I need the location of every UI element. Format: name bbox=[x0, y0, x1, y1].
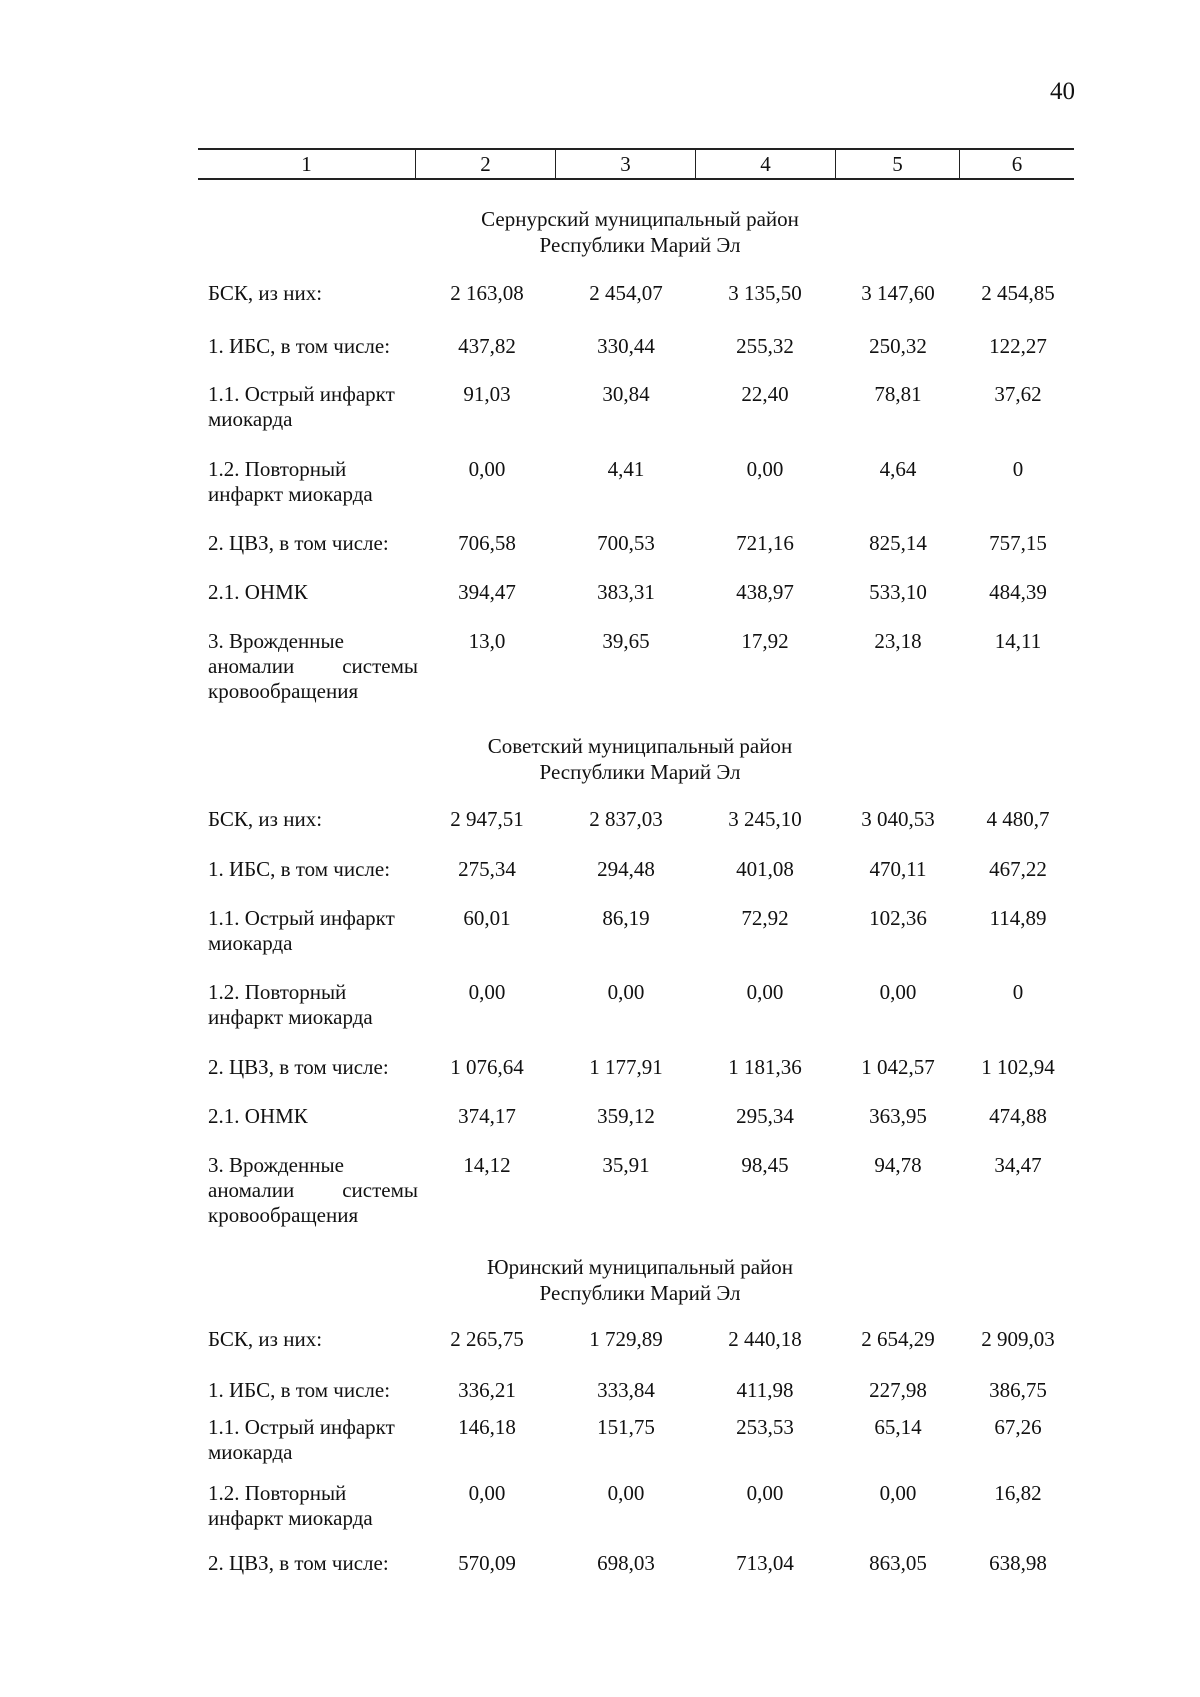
row-label bbox=[208, 1153, 418, 1228]
row-label bbox=[208, 580, 418, 605]
table-cell: 122,27 bbox=[989, 334, 1047, 358]
table-cell: 1 076,64 bbox=[450, 1055, 524, 1079]
row-label bbox=[208, 980, 418, 1030]
row-label bbox=[208, 1104, 418, 1129]
table-cell: 0,00 bbox=[879, 1481, 917, 1505]
table-cell: 227,98 bbox=[869, 1378, 927, 1402]
row-label-line: 2.1. ОНМК bbox=[208, 1104, 308, 1128]
row-label bbox=[208, 457, 418, 507]
table-cell: 65,14 bbox=[874, 1415, 922, 1439]
table-cell: 22,40 bbox=[741, 382, 789, 406]
row-label bbox=[208, 281, 418, 306]
table-cell: 0,00 bbox=[746, 980, 784, 1004]
table-cell: 333,84 bbox=[597, 1378, 655, 1402]
table-cell: 474,88 bbox=[989, 1104, 1047, 1128]
table-cell: 330,44 bbox=[597, 334, 655, 358]
row-label-line: 1.1. Острый инфаркт bbox=[208, 382, 395, 406]
table-cell: 863,05 bbox=[869, 1551, 927, 1575]
section-title bbox=[445, 1254, 835, 1306]
table-cell: 86,19 bbox=[602, 906, 650, 930]
table-cell: 401,08 bbox=[736, 857, 794, 881]
section-title-line2: Республики Марий Эл bbox=[539, 233, 741, 257]
row-label bbox=[208, 906, 418, 956]
table-cell: 470,11 bbox=[869, 857, 927, 881]
table-cell: 374,17 bbox=[458, 1104, 516, 1128]
table-cell: 4 480,7 bbox=[986, 807, 1050, 831]
row-label bbox=[208, 857, 418, 882]
table-cell: 13,0 bbox=[468, 629, 506, 653]
table-cell: 1 177,91 bbox=[589, 1055, 663, 1079]
table-cell: 363,95 bbox=[869, 1104, 927, 1128]
table-cell: 2 440,18 bbox=[728, 1327, 802, 1351]
table-cell: 14,12 bbox=[463, 1153, 511, 1177]
row-label-line: миокарда bbox=[208, 1440, 293, 1464]
table-cell: 721,16 bbox=[736, 531, 794, 555]
table-cell: 1 042,57 bbox=[861, 1055, 935, 1079]
table-cell: 825,14 bbox=[869, 531, 927, 555]
table-cell: 383,31 bbox=[597, 580, 655, 604]
table-cell: 94,78 bbox=[874, 1153, 922, 1177]
table-cell: 34,47 bbox=[994, 1153, 1042, 1177]
table-cell: 0,00 bbox=[607, 980, 645, 1004]
row-label bbox=[208, 1378, 418, 1403]
table-cell: 0 bbox=[1012, 457, 1024, 481]
row-label-line: аномалии системы bbox=[208, 654, 418, 678]
table-cell: 411,98 bbox=[736, 1378, 794, 1402]
row-label-line: аномалии системы bbox=[208, 1178, 418, 1202]
table-cell: 0,00 bbox=[746, 1481, 784, 1505]
table-cell: 60,01 bbox=[463, 906, 511, 930]
table-cell: 0,00 bbox=[879, 980, 917, 1004]
table-cell: 394,47 bbox=[458, 580, 516, 604]
table-cell: 3 147,60 bbox=[861, 281, 935, 305]
section-title bbox=[445, 733, 835, 785]
table-cell: 1 102,94 bbox=[981, 1055, 1055, 1079]
table-cell: 3 135,50 bbox=[728, 281, 802, 305]
column-header-row bbox=[198, 148, 1074, 180]
table-cell: 0,00 bbox=[746, 457, 784, 481]
row-label-line: кровообращения bbox=[208, 1203, 359, 1227]
row-label-line: БСК, из них: bbox=[208, 807, 323, 831]
table-cell: 359,12 bbox=[597, 1104, 655, 1128]
column-header-5: 5 bbox=[836, 150, 960, 178]
table-cell: 2 837,03 bbox=[589, 807, 663, 831]
table-cell: 533,10 bbox=[869, 580, 927, 604]
row-label bbox=[208, 382, 418, 432]
table-cell: 386,75 bbox=[989, 1378, 1047, 1402]
table-cell: 35,91 bbox=[602, 1153, 650, 1177]
column-header-4: 4 bbox=[696, 150, 836, 178]
row-label-line: 1.2. Повторный bbox=[208, 1481, 347, 1505]
column-header-2: 2 bbox=[416, 150, 556, 178]
row-label-line: миокарда bbox=[208, 407, 293, 431]
table-cell: 0 bbox=[1012, 980, 1024, 1004]
row-label bbox=[208, 1055, 418, 1080]
table-cell: 3 040,53 bbox=[861, 807, 935, 831]
table-cell: 91,03 bbox=[463, 382, 511, 406]
table-cell: 2 265,75 bbox=[450, 1327, 524, 1351]
row-label-line: 2.1. ОНМК bbox=[208, 580, 308, 604]
row-label-line: 1. ИБС, в том числе: bbox=[208, 1378, 391, 1402]
table-cell: 2 163,08 bbox=[450, 281, 524, 305]
table-cell: 17,92 bbox=[741, 629, 789, 653]
row-label-line: 2. ЦВЗ, в том числе: bbox=[208, 1551, 389, 1575]
row-label-line: 1. ИБС, в том числе: bbox=[208, 857, 391, 881]
section-title-line2: Республики Марий Эл bbox=[539, 1281, 741, 1305]
column-header-6: 6 bbox=[1011, 151, 1023, 176]
table-cell: 1 181,36 bbox=[728, 1055, 802, 1079]
table-cell: 484,39 bbox=[989, 580, 1047, 604]
row-label-line: 1.1. Острый инфаркт bbox=[208, 906, 395, 930]
table-cell: 275,34 bbox=[458, 857, 516, 881]
row-label-line: 2. ЦВЗ, в том числе: bbox=[208, 531, 389, 555]
table-cell: 39,65 bbox=[602, 629, 650, 653]
column-header-1: 1 bbox=[198, 150, 416, 178]
table-cell: 250,32 bbox=[869, 334, 927, 358]
row-label-line: инфаркт миокарда bbox=[208, 1005, 373, 1029]
row-label bbox=[208, 531, 418, 556]
row-label-line: 3. Врожденные bbox=[208, 629, 344, 653]
table-cell: 78,81 bbox=[874, 382, 922, 406]
table-cell: 2 454,85 bbox=[981, 281, 1055, 305]
section-title bbox=[445, 206, 835, 258]
table-cell: 151,75 bbox=[597, 1415, 655, 1439]
section-title-line2: Республики Марий Эл bbox=[539, 760, 741, 784]
table-cell: 0,00 bbox=[468, 457, 506, 481]
table-cell: 255,32 bbox=[736, 334, 794, 358]
table-cell: 706,58 bbox=[458, 531, 516, 555]
table-cell: 638,98 bbox=[989, 1551, 1047, 1575]
section-title-line1: Сернурский муниципальный район bbox=[481, 207, 799, 231]
table-cell: 72,92 bbox=[741, 906, 789, 930]
section-title-line1: Советский муниципальный район bbox=[487, 734, 793, 758]
table-cell: 37,62 bbox=[994, 382, 1042, 406]
table-cell: 67,26 bbox=[994, 1415, 1042, 1439]
row-label bbox=[208, 1327, 418, 1352]
row-label-line: 1.2. Повторный bbox=[208, 980, 347, 1004]
row-label bbox=[208, 1481, 418, 1531]
row-label bbox=[208, 1415, 418, 1465]
table-cell: 570,09 bbox=[458, 1551, 516, 1575]
row-label-line: БСК, из них: bbox=[208, 1327, 323, 1351]
table-cell: 98,45 bbox=[741, 1153, 789, 1177]
row-label-line: инфаркт миокарда bbox=[208, 1506, 373, 1530]
table-cell: 4,41 bbox=[607, 457, 645, 481]
table-cell: 102,36 bbox=[869, 906, 927, 930]
row-label bbox=[208, 1551, 418, 1576]
table-cell: 295,34 bbox=[736, 1104, 794, 1128]
table-cell: 14,11 bbox=[994, 629, 1042, 653]
table-cell: 253,53 bbox=[736, 1415, 794, 1439]
row-label-line: инфаркт миокарда bbox=[208, 482, 373, 506]
row-label-line: 1.2. Повторный bbox=[208, 457, 347, 481]
table-cell: 146,18 bbox=[458, 1415, 516, 1439]
table-cell: 336,21 bbox=[458, 1378, 516, 1402]
row-label-line: 2. ЦВЗ, в том числе: bbox=[208, 1055, 389, 1079]
row-label-line: миокарда bbox=[208, 931, 293, 955]
table-cell: 700,53 bbox=[597, 531, 655, 555]
table-cell: 2 909,03 bbox=[981, 1327, 1055, 1351]
column-header-3: 3 bbox=[556, 150, 696, 178]
table-cell: 23,18 bbox=[874, 629, 922, 653]
table-cell: 757,15 bbox=[989, 531, 1047, 555]
table-cell: 0,00 bbox=[607, 1481, 645, 1505]
table-cell: 2 654,29 bbox=[861, 1327, 935, 1351]
table-cell: 437,82 bbox=[458, 334, 516, 358]
table-cell: 16,82 bbox=[994, 1481, 1042, 1505]
table-cell: 713,04 bbox=[736, 1551, 794, 1575]
table-cell: 294,48 bbox=[597, 857, 655, 881]
row-label-line: кровообращения bbox=[208, 679, 359, 703]
table-cell: 2 454,07 bbox=[589, 281, 663, 305]
row-label bbox=[208, 807, 418, 832]
row-label-line: 3. Врожденные bbox=[208, 1153, 344, 1177]
table-cell: 438,97 bbox=[736, 580, 794, 604]
section-title-line1: Юринский муниципальный район bbox=[487, 1255, 793, 1279]
table-cell: 3 245,10 bbox=[728, 807, 802, 831]
row-label-line: БСК, из них: bbox=[208, 281, 323, 305]
table-cell: 30,84 bbox=[602, 382, 650, 406]
table-cell: 114,89 bbox=[989, 906, 1047, 930]
row-label-line: 1.1. Острый инфаркт bbox=[208, 1415, 395, 1439]
table-cell: 698,03 bbox=[597, 1551, 655, 1575]
table-cell: 1 729,89 bbox=[589, 1327, 663, 1351]
row-label-line: 1. ИБС, в том числе: bbox=[208, 334, 391, 358]
table-cell: 2 947,51 bbox=[450, 807, 524, 831]
table-cell: 467,22 bbox=[989, 857, 1047, 881]
page-number: 40 bbox=[1050, 78, 1075, 105]
row-label bbox=[208, 629, 418, 704]
table-cell: 4,64 bbox=[879, 457, 917, 481]
table-cell: 0,00 bbox=[468, 1481, 506, 1505]
table-cell: 0,00 bbox=[468, 980, 506, 1004]
row-label bbox=[208, 334, 418, 359]
